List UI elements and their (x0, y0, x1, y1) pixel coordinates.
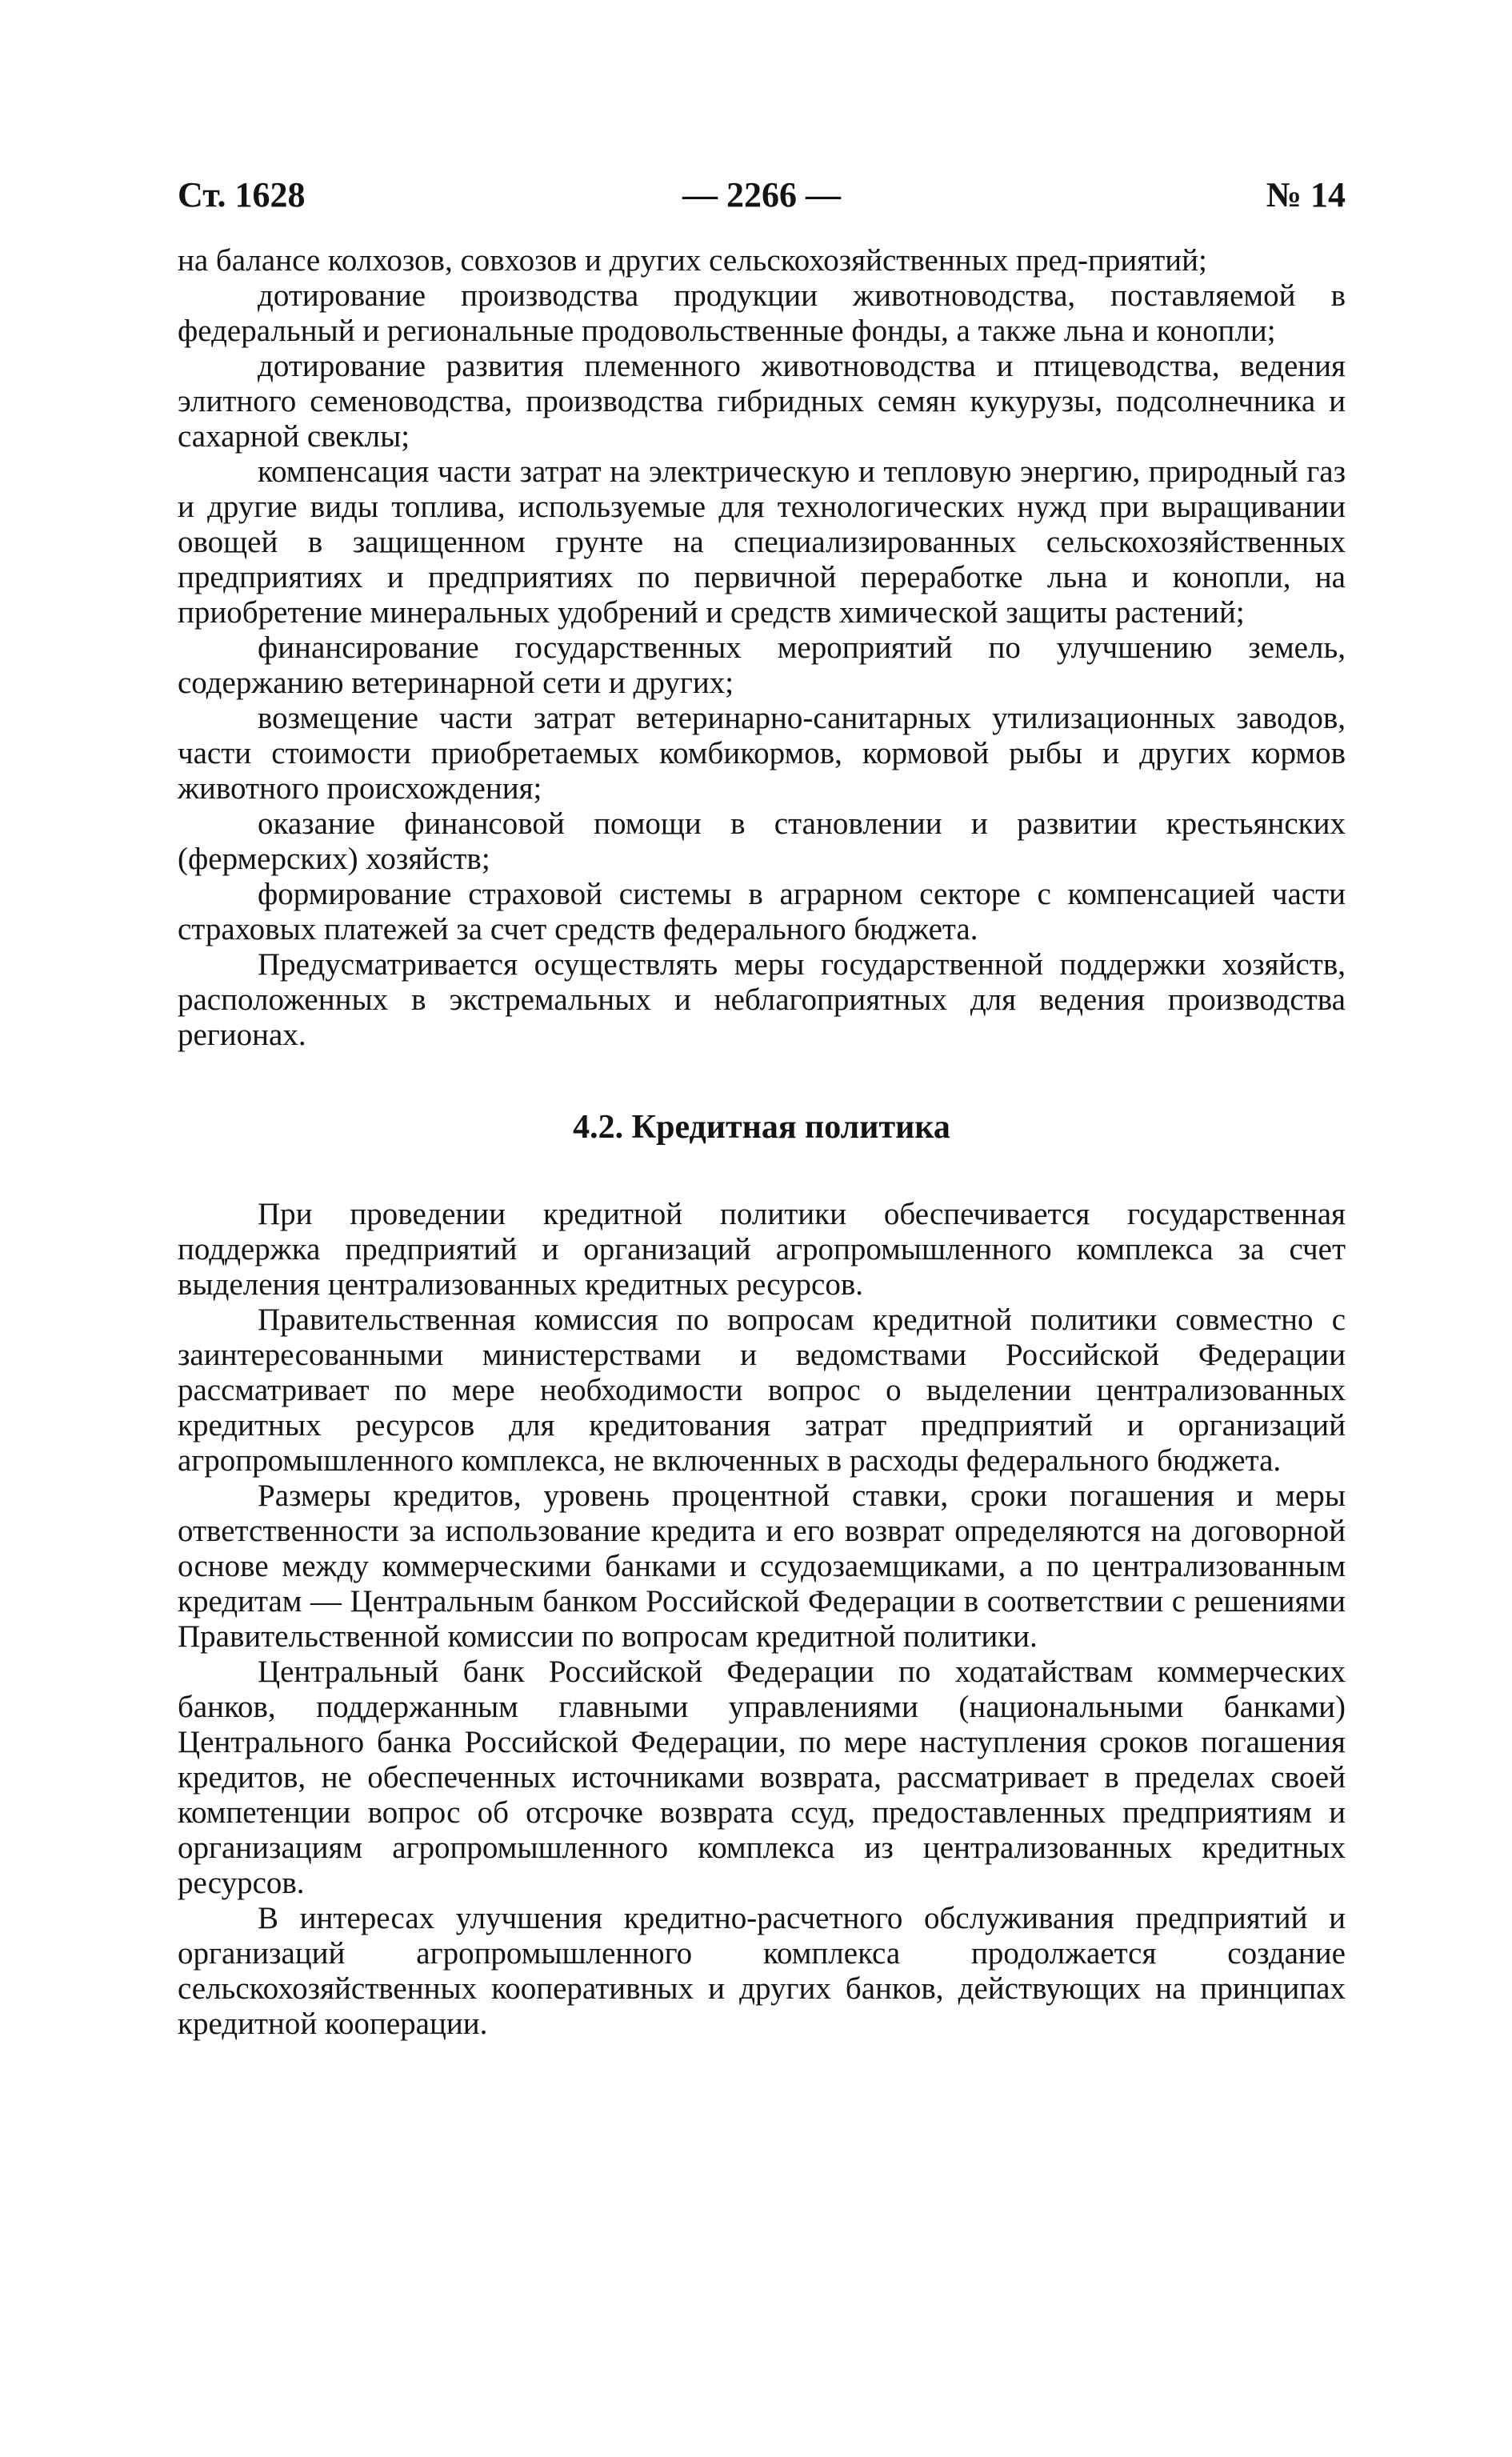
paragraph: финансирование государственных мероприятий по улучшению земель, содержанию ветеринарной сети и других; (178, 630, 1346, 700)
paragraph: дотирование производства продукции животноводства, поставляемой в федеральный и региональные продовольственные фонды, а также льна и конопли; (178, 278, 1346, 348)
paragraph: При проведении кредитной политики обеспечивается государственная поддержка предприятий и организаций агропромышленного комплекса за счет выделения централизованных кредитных ресурсов. (178, 1197, 1346, 1302)
paragraph-continuation: на балансе колхозов, совхозов и других сельскохозяйственных пред-приятий; (178, 243, 1207, 278)
page-number: — 2266 — (682, 175, 841, 214)
paragraph: дотирование развития племенного животноводства и птицеводства, ведения элитного семеноводства, производства гибридных семян кукурузы, подсолнечника и сахарной свеклы; (178, 349, 1346, 454)
document-body (178, 243, 1346, 2042)
issue-number: № 14 (1266, 175, 1346, 214)
page-header (178, 174, 1346, 222)
paragraph: возмещение части затрат ветеринарно-санитарных утилизационных заводов, части стоимости приобретаемых комбикормов, кормовой рыбы и других кормов животного происхождения; (178, 701, 1346, 806)
paragraph: Размеры кредитов, уровень процентной ставки, сроки погашения и меры ответственности за использование кредита и его возврат определяются на договорной основе между коммерческими банками и ссудозаемщиками, а по централизованным кредитам — Центральным банком Российской Федерации в соответствии с решениями Правительственной комиссии по вопросам кредитной политики. (178, 1479, 1346, 1654)
paragraph: Предусматривается осуществлять меры государственной поддержки хозяйств, расположенных в экстремальных и неблагоприятных для ведения производства регионах. (178, 947, 1346, 1052)
article-number: Ст. 1628 (178, 175, 306, 214)
paragraph: формирование страховой системы в аграрном секторе с компенсацией части страховых платежей за счет средств федерального бюджета. (178, 877, 1346, 946)
paragraph: Правительственная комиссия по вопросам кредитной политики совместно с заинтересованными министерствами и ведомствами Российской Федерации рассматривает по мере необходимости вопрос о выделении централизованных кредитных ресурсов для кредитования затрат предприятий и организаций агропромышленного комплекса, не включенных в расходы федерального бюджета. (178, 1303, 1346, 1478)
paragraph: оказание финансовой помощи в становлении и развитии крестьянских (фермерских) хозяйств; (178, 806, 1346, 876)
paragraph: компенсация части затрат на электрическую и тепловую энергию, природный газ и другие виды топлива, используемые для технологических нужд при выращивании овощей в защищенном грунте на специализированных сельскохозяйственных предприятиях и предприятиях по первичной переработке льна и конопли, на приобретение минеральных удобрений и средств химической защиты растений; (178, 454, 1346, 630)
paragraph: В интересах улучшения кредитно-расчетного обслуживания предприятий и организаций агропромышленного комплекса продолжается создание сельскохозяйственных кооперативных и других банков, действующих на принципах кредитной кооперации. (178, 1901, 1346, 2041)
paragraph: Центральный банк Российской Федерации по ходатайствам коммерческих банков, поддержанным главными управлениями (национальными банками) Центрального банка Российской Федерации, по мере наступления сроков погашения кредитов, не обеспеченных источниками возврата, рассматривает в пределах своей компетенции вопрос об отсрочке возврата ссуд, предоставленных предприятиям и организациям агропромышленного комплекса из централизованных кредитных ресурсов. (178, 1655, 1346, 1900)
section-title: 4.2. Кредитная политика (573, 1109, 950, 1146)
